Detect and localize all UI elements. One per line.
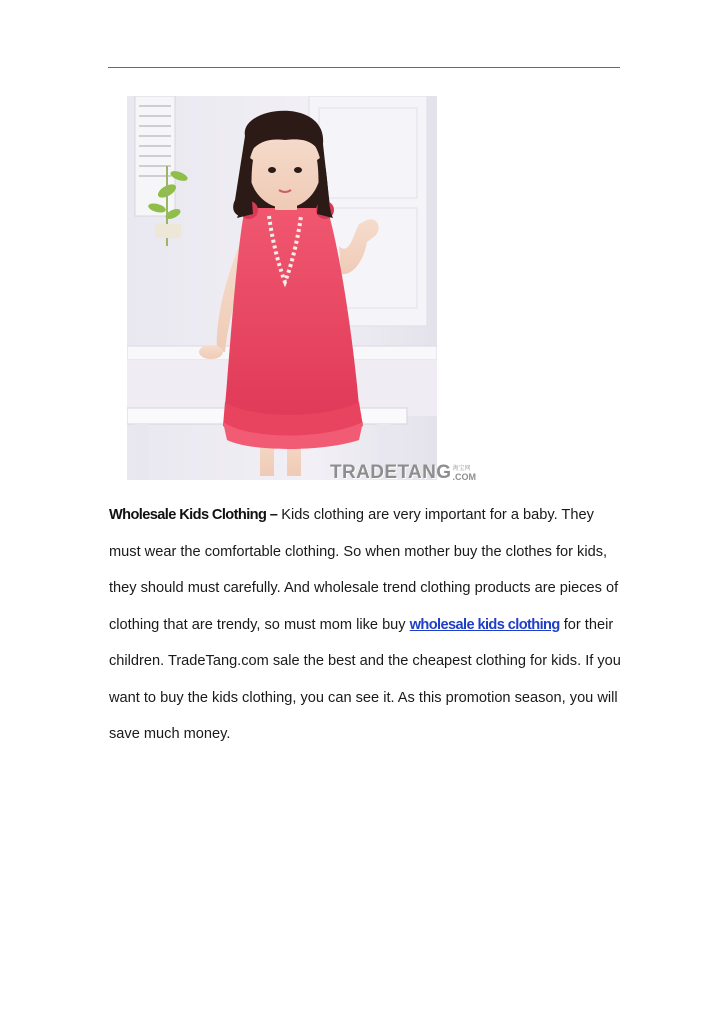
watermark-main-text: TRADETANG: [330, 462, 452, 483]
header-rule: [108, 67, 620, 68]
watermark-suffix-text: .COM: [452, 472, 476, 482]
article-paragraph: [109, 497, 629, 753]
watermark-cn-text: 淘宝网: [452, 466, 471, 472]
article-lead: Wholesale Kids Clothing –: [109, 507, 278, 523]
wholesale-kids-clothing-link[interactable]: wholesale kids clothing: [409, 616, 560, 633]
article-text-2: for their children. TradeTang.com sale the best and the cheapest clothing for kids. If you want to buy the kids clothing, you can see it. As this promotion season, you will save much money.: [109, 616, 621, 742]
product-photo: [127, 96, 437, 480]
girl-in-pink-dress-image: [127, 96, 437, 480]
tradetang-watermark: [330, 456, 476, 482]
article-text-1: Kids clothing are very important for a baby. They must wear the comfortable clothing. So when mother buy the clothes for kids, they should must carefully. And wholesale trend clothing products are pieces of clothing that are trendy, so must mom like buy: [109, 507, 619, 633]
